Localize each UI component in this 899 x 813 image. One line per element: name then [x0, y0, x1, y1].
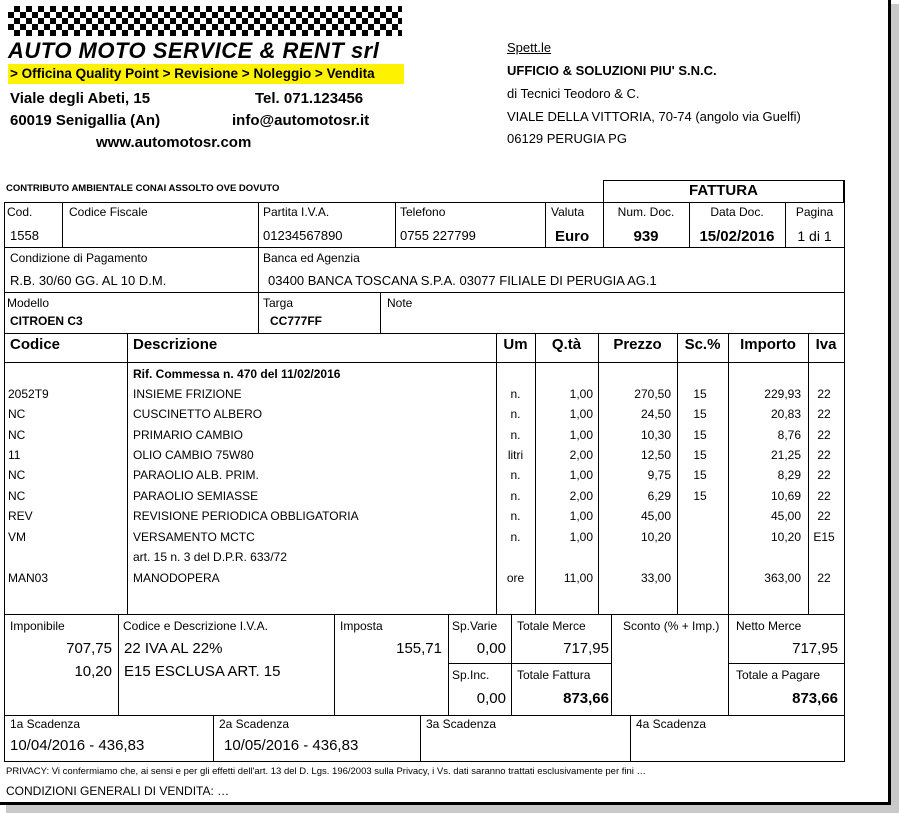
cell-importo: 8,29	[777, 468, 801, 482]
col-iva: Iva	[815, 336, 837, 353]
col-importo: Importo	[740, 336, 796, 353]
num-doc-value: 939	[633, 228, 659, 245]
cell-prezzo: 9,75	[647, 468, 671, 482]
partita-iva-label: Partita I.V.A.	[263, 205, 330, 219]
valuta-label: Valuta	[551, 205, 585, 219]
cell-sc: 15	[693, 489, 707, 503]
document-title: FATTURA	[603, 180, 844, 202]
company-tagline: > Officina Quality Point > Revisione > Noleggio > Vendita	[8, 64, 404, 84]
pagamento-label: Condizione di Pagamento	[10, 251, 148, 265]
col-qta: Q.tà	[551, 336, 582, 353]
cell-codice: NC	[8, 468, 26, 482]
customer-city: 06129 PERUGIA PG	[507, 131, 627, 146]
privacy-note: PRIVACY: Vi confermiamo che, ai sensi e per gli effetti dell'art. 13 del D. Lgs. 196/2003 sulla Privacy, i Vs. dati saranno trattati esclusivamente per fini …	[6, 766, 647, 777]
cell-um: n.	[510, 407, 521, 421]
cell-prezzo: 24,50	[640, 407, 671, 421]
cell-prezzo: 12,50	[640, 448, 671, 462]
cell-importo: 20,83	[770, 407, 801, 421]
customer-heading: Spett.le	[507, 40, 552, 55]
cell-qta: 2,00	[569, 489, 593, 503]
col-codice: Codice	[10, 336, 61, 353]
cell-prezzo: 45,00	[640, 509, 671, 523]
cell-importo: 8,76	[777, 428, 801, 442]
totale-pagare-value: 873,66	[792, 690, 838, 707]
cell-descrizione: PARAOLIO ALB. PRIM.	[133, 468, 259, 482]
pagina-value: 1 di 1	[797, 228, 832, 244]
cell-qta: 1,00	[569, 468, 593, 482]
company-website: www.automotosr.com	[96, 134, 252, 151]
cell-prezzo: 33,00	[640, 571, 671, 585]
page-shadow-right	[891, 4, 899, 813]
netto-merce-value: 717,95	[792, 640, 838, 657]
imposta-label: Imposta	[340, 619, 383, 633]
company-address-2: 60019 Senigallia (An)	[10, 112, 161, 129]
table-row	[0, 468, 850, 488]
cell-descrizione: VERSAMENTO MCTC	[133, 530, 255, 544]
page-border-bottom	[0, 802, 891, 805]
imposta-value: 155,71	[396, 640, 442, 657]
cell-iva: 22	[817, 428, 831, 442]
cell-importo: 363,00	[764, 571, 801, 585]
cell-descrizione: CUSCINETTO ALBERO	[133, 407, 263, 421]
spese-incasso-value: 0,00	[476, 690, 506, 707]
company-name: AUTO MOTO SERVICE & RENT srl	[8, 38, 380, 63]
customer-address: VIALE DELLA VITTORIA, 70-74 (angolo via Guelfi)	[507, 109, 801, 124]
company-phone: Tel. 071.123456	[255, 90, 364, 107]
cell-iva: 22	[817, 571, 831, 585]
cell-sc: 15	[693, 468, 707, 482]
cell-iva: 22	[817, 489, 831, 503]
scadenza-4-label: 4a Scadenza	[636, 717, 707, 731]
spese-incasso-label: Sp.Inc.	[452, 668, 490, 682]
scadenza-1-value: 10/04/2016 - 436,83	[10, 737, 145, 754]
cod-value: 1558	[10, 228, 39, 243]
cell-importo: 21,25	[770, 448, 801, 462]
scadenza-3-label: 3a Scadenza	[426, 717, 497, 731]
conai-note: CONTRIBUTO AMBIENTALE CONAI ASSOLTO OVE DOVUTO	[6, 183, 280, 194]
pagamento-value: R.B. 30/60 GG. AL 10 D.M.	[10, 273, 167, 288]
table-row	[0, 550, 850, 570]
cell-descrizione: INSIEME FRIZIONE	[133, 387, 242, 401]
commessa-reference: Rif. Commessa n. 470 del 11/02/2016	[133, 367, 341, 381]
scadenza-2-label: 2a Scadenza	[219, 717, 290, 731]
cell-iva: 22	[817, 468, 831, 482]
imponibile-e15: 10,20	[74, 663, 112, 680]
col-sconto: Sc.%	[684, 336, 721, 353]
col-um: Um	[503, 336, 528, 353]
cell-codice: NC	[8, 428, 26, 442]
cell-descrizione: PRIMARIO CAMBIO	[133, 428, 244, 442]
totale-fattura-label: Totale Fattura	[517, 668, 591, 682]
totale-merce-value: 717,95	[563, 640, 609, 657]
cod-label: Cod.	[7, 205, 33, 219]
condizioni-vendita: CONDIZIONI GENERALI DI VENDITA: …	[6, 784, 230, 798]
cell-um: n.	[510, 509, 521, 523]
cell-iva: 22	[817, 448, 831, 462]
totale-merce-label: Totale Merce	[517, 619, 586, 633]
telefono-value: 0755 227799	[400, 228, 476, 243]
table-row	[0, 448, 850, 468]
spese-varie-value: 0,00	[476, 640, 506, 657]
codice-iva-label: Codice e Descrizione I.V.A.	[123, 619, 268, 633]
cell-prezzo: 10,30	[640, 428, 671, 442]
codice-fiscale-label: Codice Fiscale	[69, 205, 148, 219]
table-row	[0, 407, 850, 427]
customer-name: UFFICIO & SOLUZIONI PIU' S.N.C.	[507, 63, 717, 78]
targa-label: Targa	[263, 296, 294, 310]
cell-qta: 1,00	[569, 530, 593, 544]
cell-iva: 22	[817, 509, 831, 523]
targa-value: CC777FF	[270, 314, 323, 328]
cell-um: n.	[510, 428, 521, 442]
spese-varie-label: Sp.Varie	[452, 619, 498, 633]
table-row	[0, 428, 850, 448]
modello-label: Modello	[7, 296, 50, 310]
cell-qta: 1,00	[569, 509, 593, 523]
note-label: Note	[387, 296, 413, 310]
iva-22-description: 22 IVA AL 22%	[124, 640, 223, 657]
table-row	[0, 509, 850, 529]
banca-label: Banca ed Agenzia	[263, 251, 360, 265]
cell-qta: 1,00	[569, 407, 593, 421]
cell-descrizione: PARAOLIO SEMIASSE	[133, 489, 259, 503]
modello-value: CITROEN C3	[10, 314, 83, 328]
cell-importo: 10,20	[770, 530, 801, 544]
table-row	[0, 530, 850, 550]
cell-descrizione: REVISIONE PERIODICA OBBLIGATORIA	[133, 509, 359, 523]
cell-importo: 45,00	[770, 509, 801, 523]
data-doc-value: 15/02/2016	[699, 228, 775, 245]
cell-iva: 22	[817, 407, 831, 421]
cell-codice: REV	[8, 509, 33, 523]
scadenza-2-value: 10/05/2016 - 436,83	[224, 737, 359, 754]
cell-codice: MAN03	[8, 571, 49, 585]
cell-sc: 15	[693, 407, 707, 421]
cell-importo: 229,93	[764, 387, 801, 401]
totale-fattura-value: 873,66	[563, 690, 609, 707]
checkered-flag-logo	[8, 6, 402, 36]
cell-sc: 15	[693, 387, 707, 401]
cell-prezzo: 6,29	[647, 489, 671, 503]
company-email: info@automotosr.it	[232, 112, 370, 129]
cell-sc: 15	[693, 448, 707, 462]
cell-descrizione: MANODOPERA	[133, 571, 220, 585]
cell-um: n.	[510, 387, 521, 401]
cell-iva: 22	[817, 387, 831, 401]
col-prezzo: Prezzo	[613, 336, 662, 353]
customer-line-2: di Tecnici Teodoro & C.	[507, 86, 640, 101]
cell-codice: NC	[8, 407, 26, 421]
cell-codice: VM	[8, 530, 26, 544]
cell-prezzo: 270,50	[634, 387, 671, 401]
pagina-label: Pagina	[795, 205, 834, 219]
page-border-right	[888, 0, 891, 805]
table-row	[0, 571, 850, 591]
cell-um: n.	[510, 489, 521, 503]
netto-merce-label: Netto Merce	[736, 619, 802, 633]
sconto-label: Sconto (% + Imp.)	[623, 619, 720, 633]
cell-um: n.	[510, 530, 521, 544]
valuta-value: Euro	[555, 228, 590, 245]
banca-value: 03400 BANCA TOSCANA S.P.A. 03077 FILIALE DI PERUGIA AG.1	[268, 273, 657, 288]
partita-iva-value: 01234567890	[263, 228, 343, 243]
cell-qta: 1,00	[569, 428, 593, 442]
cell-um: litri	[507, 448, 524, 462]
cell-importo: 10,69	[770, 489, 801, 503]
page-shadow-bottom	[6, 805, 899, 813]
iva-e15-description: E15 ESCLUSA ART. 15	[124, 663, 281, 680]
cell-descrizione: art. 15 n. 3 del D.P.R. 633/72	[133, 550, 287, 564]
cell-prezzo: 10,20	[640, 530, 671, 544]
imponibile-22: 707,75	[66, 640, 112, 657]
totale-pagare-label: Totale a Pagare	[736, 668, 821, 682]
cell-qta: 2,00	[569, 448, 593, 462]
telefono-label: Telefono	[400, 205, 446, 219]
num-doc-label: Num. Doc.	[617, 205, 675, 219]
table-row	[0, 387, 850, 407]
col-descrizione: Descrizione	[133, 336, 218, 353]
data-doc-label: Data Doc.	[710, 205, 764, 219]
cell-sc: 15	[693, 428, 707, 442]
cell-qta: 1,00	[569, 387, 593, 401]
imponibile-label: Imponibile	[10, 619, 65, 633]
company-address-1: Viale degli Abeti, 15	[10, 90, 151, 107]
cell-codice: NC	[8, 489, 26, 503]
cell-descrizione: OLIO CAMBIO 75W80	[133, 448, 254, 462]
cell-codice: 2052T9	[8, 387, 49, 401]
cell-um: n.	[510, 468, 521, 482]
cell-um: ore	[506, 571, 525, 585]
table-row	[0, 489, 850, 509]
cell-qta: 11,00	[563, 571, 593, 585]
cell-iva: E15	[813, 530, 835, 544]
scadenza-1-label: 1a Scadenza	[10, 717, 81, 731]
cell-codice: 11	[8, 448, 21, 462]
